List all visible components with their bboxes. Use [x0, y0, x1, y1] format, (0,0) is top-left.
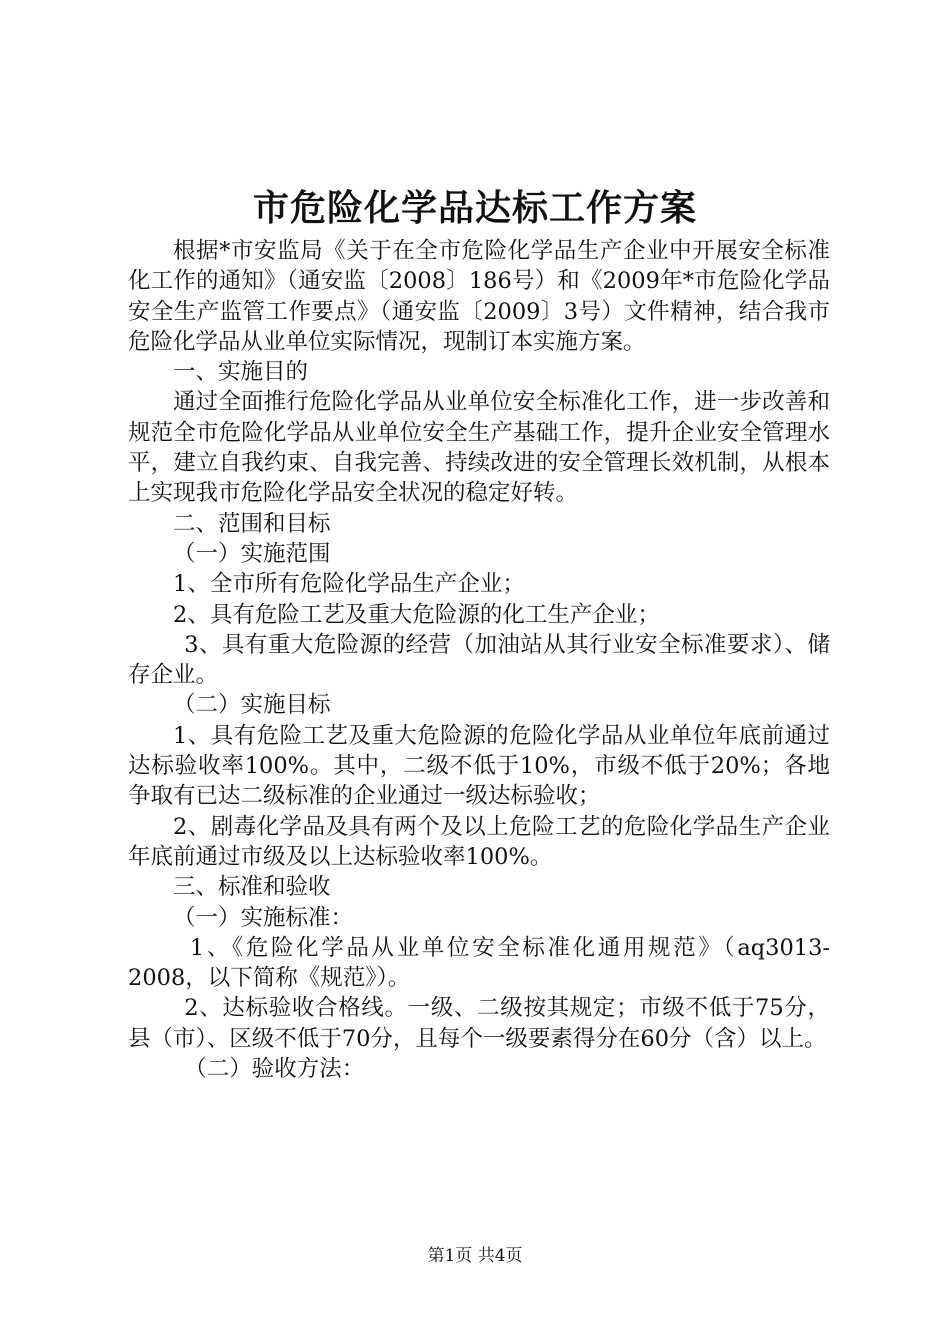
- section-heading-3: 三、标准和验收: [173, 874, 331, 901]
- section-heading-1: 一、实施目的: [173, 359, 309, 386]
- intro-paragraph: 根据*市安监局《关于在全市危险化学品生产企业中开展安全标准化工作的通知》（通安监〔2008〕186号）和《2009年*市危险化学品安全生产监管工作要点》（通安监〔2009〕3号）文件精神，结合我市危险化学品从业单位实际情况，现制订本实施方案。: [128, 238, 830, 355]
- subsection-heading-goals: （二）实施目标: [173, 692, 331, 719]
- document-body: [128, 236, 830, 1084]
- purpose-paragraph: 通过全面推行危险化学品从业单位安全标准化工作，进一步改善和规范全市危险化学品从业单位安全生产基础工作，提升企业安全管理水平，建立自我约束、自我完善、持续改进的安全管理长效机制，从根本上实现我市危险化学品安全状况的稳定好转。: [128, 389, 830, 507]
- page-footer: 第1页 共4页: [427, 1246, 523, 1266]
- section-heading-2: 二、范围和目标: [173, 510, 331, 537]
- subsection-heading-scope: （一）实施范围: [173, 540, 331, 567]
- standard-item-1: 1、《危险化学品从业单位安全标准化通用规范》（aq3013-2008，以下简称《规范》）。: [128, 934, 830, 992]
- scope-item-3: 3、具有重大危险源的经营（加油站从其行业安全标准要求）、储存企业。: [128, 631, 830, 689]
- subsection-heading-standard: （一）实施标准：: [173, 904, 354, 931]
- scope-item-1: 1、全市所有危险化学品生产企业；: [173, 571, 525, 598]
- goal-item-1: 1、具有危险工艺及重大危险源的危险化学品从业单位年底前通过达标验收率100%。其中，二级不低于10%，市级不低于20%；各地争取有已达二级标准的企业通过一级达标验收；: [128, 722, 830, 810]
- scope-item-2: 2、具有危险工艺及重大危险源的化工生产企业；: [173, 601, 660, 628]
- standard-item-2: 2、达标验收合格线。一级、二级按其规定；市级不低于75分，县（市）、区级不低于70分，且每个一级要素得分在60分（含）以上。: [128, 995, 830, 1052]
- subsection-heading-method: （二）验收方法：: [184, 1056, 365, 1083]
- goal-item-2: 2、剧毒化学品及具有两个及以上危险工艺的危险化学品生产企业年底前通过市级及以上达标验收率100%。: [128, 813, 830, 870]
- document-title: 市危险化学品达标工作方案: [252, 188, 697, 229]
